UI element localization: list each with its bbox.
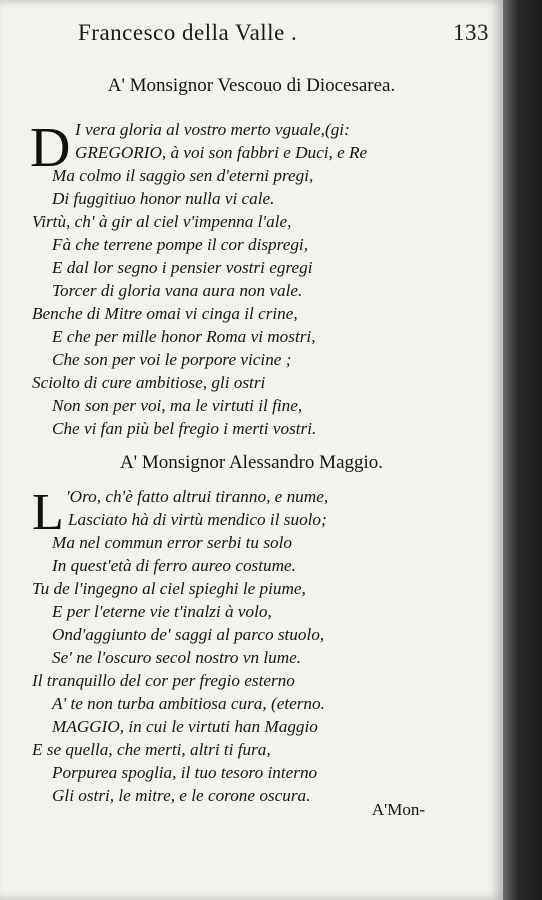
verse-line: Gli ostri, le mitre, e le corone oscura. bbox=[52, 786, 311, 805]
verse-line: Fà che terrene pompe il cor dispregi, bbox=[52, 235, 308, 254]
running-title: Francesco della Valle . bbox=[78, 20, 298, 45]
verse-line: MAGGIO, in cui le virtuti han Maggio bbox=[52, 717, 318, 736]
verse-line: Il tranquillo del cor per fregio esterno bbox=[32, 671, 295, 690]
verse-line: E che per mille honor Roma vi mostri, bbox=[52, 327, 316, 346]
verse-line: In quest'età di ferro aureo costume. bbox=[52, 556, 296, 575]
verse-line: Tu de l'ingegno al ciel spieghi le piume, bbox=[32, 579, 306, 598]
verse-line: Torcer di gloria vana aura non vale. bbox=[52, 281, 303, 300]
verse-line: Benche di Mitre omai vi cinga il crine, bbox=[32, 304, 298, 323]
sonnet-2-title: A' Monsignor Alessandro Maggio. bbox=[119, 452, 384, 473]
drop-cap-d: D bbox=[30, 117, 71, 179]
verse-line: Ma nel commun error serbi tu solo bbox=[52, 533, 292, 552]
verse-line: E se quella, che merti, altri ti fura, bbox=[32, 740, 271, 759]
verse-line: Porpurea spoglia, il tuo tesoro interno bbox=[52, 763, 318, 782]
catchword: A'Mon- bbox=[371, 800, 425, 819]
page-number: 133 bbox=[453, 20, 489, 45]
verse-line: GREGORIO, à voi son fabbri e Duci, e Re bbox=[75, 143, 368, 162]
verse-line: Sciolto di cure ambitiose, gli ostri bbox=[32, 373, 266, 392]
verse-line: Non son per voi, ma le virtuti il fine, bbox=[52, 396, 303, 415]
verse-line: Ma colmo il saggio sen d'eterni pregi, bbox=[52, 166, 314, 185]
verse-line: I vera gloria al vostro merto vguale,(gi: bbox=[75, 120, 350, 139]
verse-line: Che vi fan più bel fregio i merti vostri. bbox=[52, 419, 317, 438]
verse-line: Virtù, ch' à gir al ciel v'impenna l'ale, bbox=[32, 212, 292, 231]
sonnet-1-title: A' Monsignor Vescouo di Diocesarea. bbox=[107, 75, 396, 96]
verse-line: E per l'eterne vie t'inalzi à volo, bbox=[52, 602, 272, 621]
verse-line: Lasciato hà di virtù mendico il suolo; bbox=[68, 510, 327, 529]
verse-line: Che son per voi le porpore vicine ; bbox=[52, 350, 292, 369]
verse-line: Se' ne l'oscuro secol nostro vn lume. bbox=[52, 648, 302, 667]
verse-line: Ond'aggiunto de' saggi al parco stuolo, bbox=[52, 625, 325, 644]
verse-line: 'Oro, ch'è fatto altrui tiranno, e nume, bbox=[66, 487, 329, 506]
binding-edge bbox=[503, 0, 542, 900]
verse-line: E dal lor segno i pensier vostri egregi bbox=[52, 258, 313, 277]
verse-line: A' te non turba ambitiosa cura, (eterno. bbox=[52, 694, 325, 713]
drop-cap-l: L bbox=[32, 484, 64, 541]
running-header bbox=[78, 20, 489, 46]
verse-line: Di fuggitiuo honor nulla vi cale. bbox=[52, 189, 275, 208]
